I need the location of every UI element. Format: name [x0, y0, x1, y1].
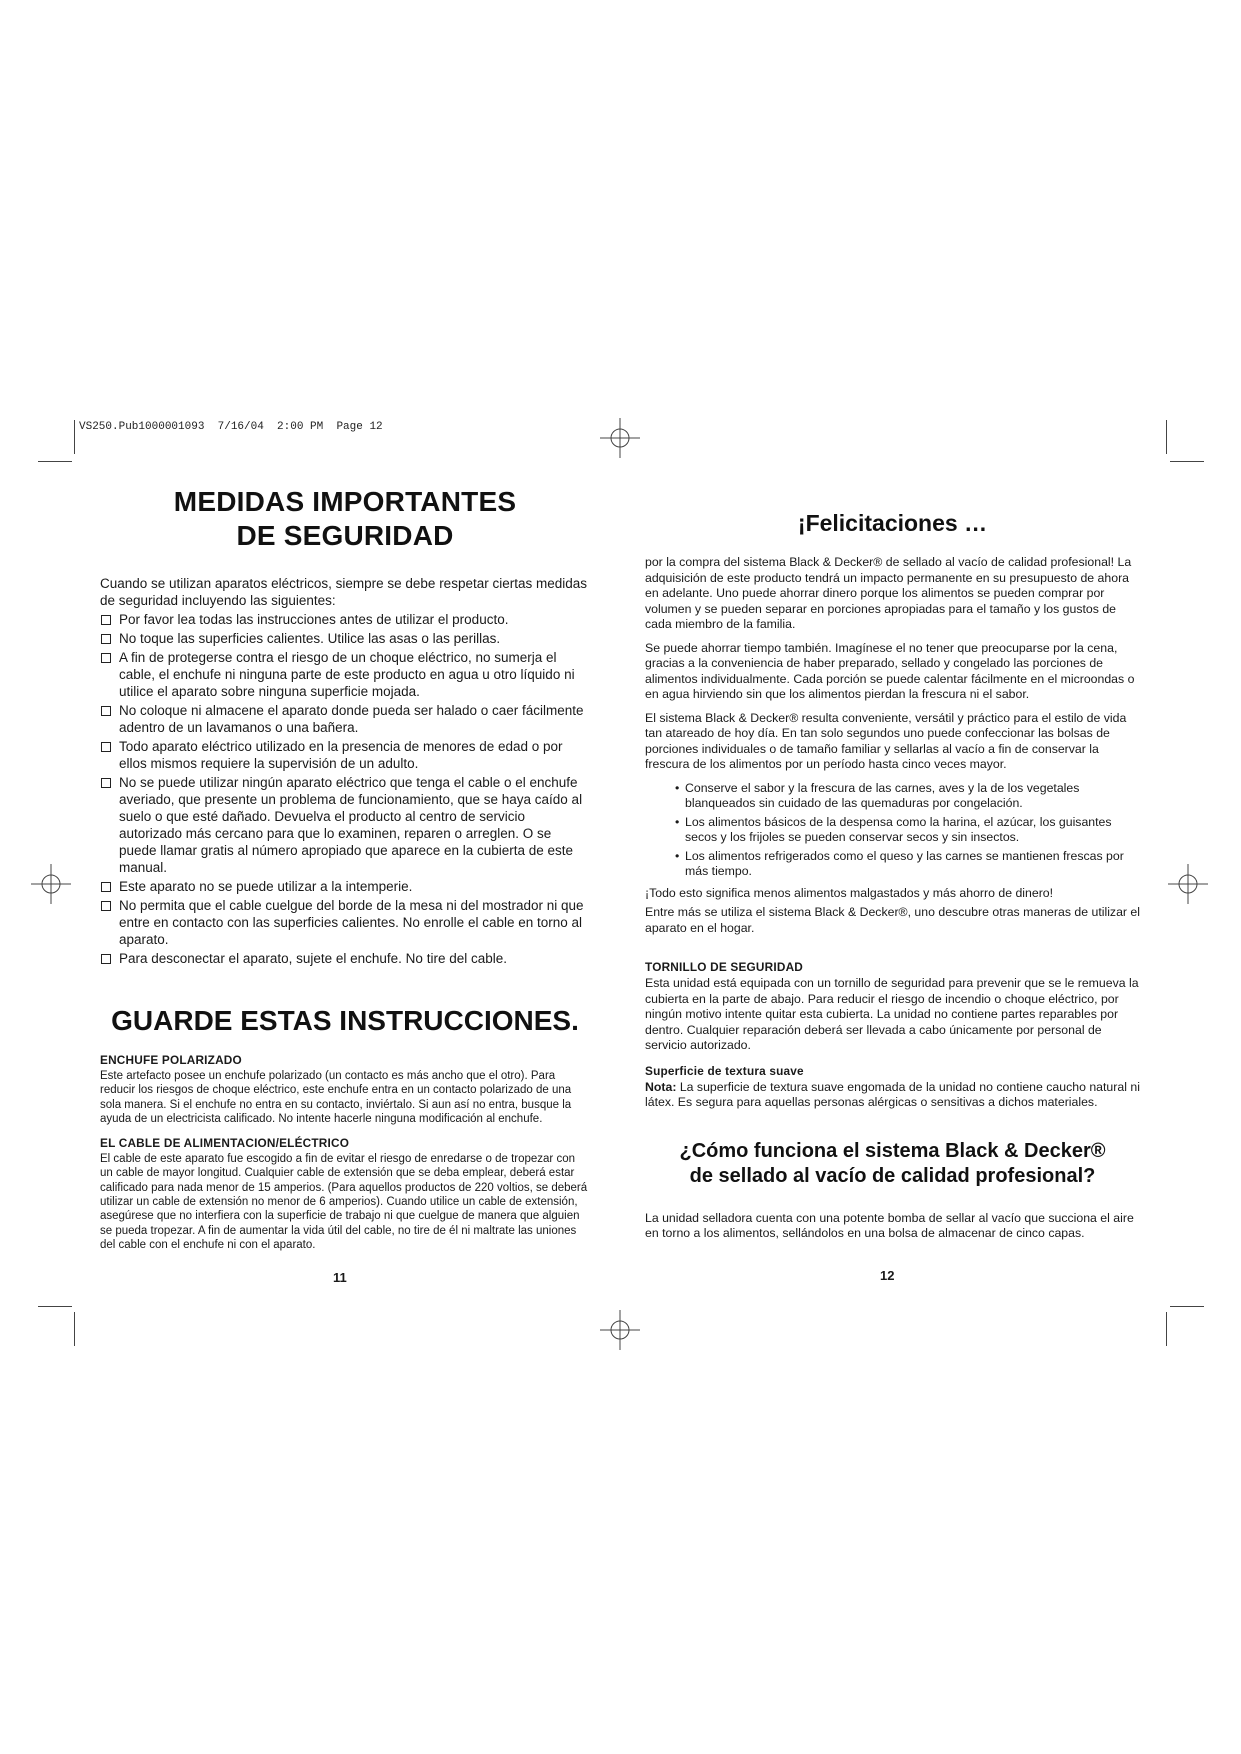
crop-mark: [38, 1306, 72, 1307]
registration-mark-icon: [600, 418, 640, 458]
checkbox-icon: [101, 706, 111, 716]
registration-mark-icon: [1168, 864, 1208, 904]
list-item: No se puede utilizar ningún aparato eléctrico que tenga el cable o el enchufe averiado, que presente un problema de funcionamiento, que se haya caído al suelo o que esté dañado. Devuelva el producto al centro de servicio autorizado más cercano para que lo examinen, reparen o arreglen. O se puede llamar gratis al número apropiado que aparece en la cubierta de este manual.: [100, 774, 590, 876]
crop-mark: [38, 461, 72, 462]
registration-mark-icon: [31, 864, 71, 904]
page-number-left: 11: [333, 1270, 347, 1285]
crop-mark: [74, 1312, 75, 1346]
checkbox-icon: [101, 901, 111, 911]
crop-mark: [1166, 420, 1167, 454]
printer-slug: VS250.Pub1000001093 7/16/04 2:00 PM Page 12: [79, 421, 383, 433]
congrats-paragraph-1: por la compra del sistema Black & Decker® de sellado al vacío de calidad profesional! La adquisición de este producto tendrá un impacto permanente en su presupuesto de ahora en adelante. Uno puede ahorrar dinero porque los alimentos se pueden comprar por volumen y se pueden separar en porciones apropiadas para el tamaño y los gustos de cada miembro de la familia.: [645, 555, 1132, 631]
list-item: Todo aparato eléctrico utilizado en la presencia de menores de edad o por ellos mismos requiere la supervisión de un adulto.: [100, 738, 590, 772]
power-cord-heading: EL CABLE DE ALIMENTACION/ELÉCTRICO: [100, 1136, 350, 1151]
list-item: No coloque ni almacene el aparato donde pueda ser halado o caer fácilmente adentro de un lavamanos o una bañera.: [100, 702, 590, 736]
benefits-list: [675, 781, 1140, 880]
list-item: No toque las superficies calientes. Utilice las asas o las perillas.: [100, 630, 590, 647]
safety-intro: Cuando se utilizan aparatos eléctricos, siempre se debe respetar ciertas medidas de seguridad incluyendo las siguientes:: [100, 576, 588, 608]
crop-mark: [74, 420, 75, 454]
safety-screw-text: Esta unidad está equipada con un tornillo de seguridad para prevenir que se le remueva la cubierta en la parte de abajo. Para reducir el riesgo de incendio o choque eléctrico, por ningún motivo intente quitar esta cubierta. La unidad no contiene partes reparables por dentro. Cualquier reparación deberá ser llevada a cabo únicamente por personal de servicio autorizado.: [645, 976, 1139, 1052]
safety-screw-section: [645, 960, 1140, 1054]
savings-line: ¡Todo esto significa menos alimentos malgastados y más ahorro de dinero!: [645, 885, 1054, 900]
list-item: Este aparato no se puede utilizar a la intemperie.: [100, 878, 590, 895]
list-item: • Los alimentos refrigerados como el queso y las carnes se mantienen frescas por más tiempo.: [675, 849, 1140, 880]
crop-mark: [1170, 1306, 1204, 1307]
congrats-paragraph-2: Se puede ahorrar tiempo también. Imagínese el no tener que preocuparse por la cena, gracias a la conveniencia de haber preparado, sellado y congelado las porciones de alimentos individualmente. Cada porción se puede calentar fácilmente en el microondas o en agua hirviendo sin que los alimentos pierdan la frescura ni el sabor.: [645, 640, 1135, 701]
left-page: [100, 485, 590, 1262]
safety-screw-heading: TORNILLO DE SEGURIDAD: [645, 960, 804, 974]
power-cord-section: [100, 1136, 590, 1252]
checkbox-icon: [101, 615, 111, 625]
page-number-right: 12: [880, 1268, 895, 1283]
safety-title: MEDIDAS IMPORTANTES DE SEGURIDAD: [173, 486, 517, 551]
list-item: Por favor lea todas las instrucciones antes de utilizar el producto.: [100, 611, 590, 628]
congratulations-title: ¡Felicitaciones …: [797, 510, 988, 536]
registration-mark-icon: [600, 1310, 640, 1350]
how-it-works-text: La unidad selladora cuenta con una potente bomba de sellar al vacío que succiona el aire en torno a los alimentos, sellándolos en una bolsa de almacenar de cinco capas.: [645, 1210, 1134, 1240]
polarized-plug-text: Este artefacto posee un enchufe polarizado (un contacto es más ancho que el otro). Para reducir los riesgos de choque eléctrico, este enchufe entra en un contacto polarizado de una sola manera. Si el enchufe no entra en su contacto, inviértalo. Si aun así no entra, busque la ayuda de un electricista calificado. No intente hacerle ninguna modificación al enchufe.: [100, 1070, 572, 1125]
crop-mark: [1166, 1312, 1167, 1346]
list-item: • Los alimentos básicos de la despensa como la harina, el azúcar, los guisantes secos y los frijoles se pueden conservar secos y sin insectos.: [675, 815, 1140, 846]
how-it-works-title: ¿Cómo funciona el sistema Black & Decker® de sellado al vacío de calidad profesional?: [679, 1139, 1106, 1187]
checkbox-icon: [101, 653, 111, 663]
checkbox-icon: [101, 634, 111, 644]
checkbox-icon: [101, 882, 111, 892]
soft-texture-note: [645, 1080, 1140, 1111]
soft-texture-heading: Superficie de textura suave: [645, 1063, 804, 1078]
power-cord-text: El cable de este aparato fue escogido a fin de evitar el riesgo de enredarse o de tropezar con un cable de mayor longitud. Cualquier cable de extensión que se deba emplear, deberá estar calificado para nada menor de 15 amperios. (Para aquellos productos de 220 voltios, se deberá utilizar un cable de extensión no menor de 6 amperios). Cuando utilice un cable de extensión, asegúrese que no interfiera con la superficie de trabajo ni que cuelgue de manera que alguien se pueda tropezar. A fin de aumentar la vida útil del cable, no tire de él ni maltrate las uniones del cable con el enchufe ni con el aparato.: [100, 1153, 588, 1251]
list-item: Para desconectar el aparato, sujete el enchufe. No tire del cable.: [100, 950, 590, 967]
note-text: La superficie de textura suave engomada de la unidad no contiene caucho natural ni látex. Es segura para aquellas personas alérgicas o sensitivas a dichos materiales.: [645, 1079, 1140, 1109]
polarized-plug-section: [100, 1053, 590, 1126]
note-label: Nota:: [645, 1079, 677, 1094]
list-item: • Conserve el sabor y la frescura de las carnes, aves y la de los vegetales blanqueados sin cuidado de las quemaduras por congelación.: [675, 781, 1140, 812]
congrats-paragraph-3: El sistema Black & Decker® resulta conveniente, versátil y práctico para el estilo de vida tan atareado de hoy día. En tan solo segundos uno puede confeccionar las bolsas de porciones individuales o de tamaño familiar y sellarlas al vacío a fin de conservar la frescura de los alimentos por un período hasta cinco veces mayor.: [645, 710, 1127, 771]
save-instructions-title: GUARDE ESTAS INSTRUCCIONES.: [111, 1005, 579, 1036]
polarized-plug-heading: ENCHUFE POLARIZADO: [100, 1053, 242, 1067]
safety-list: [100, 611, 590, 967]
list-item: No permita que el cable cuelgue del borde de la mesa ni del mostrador ni que entre en contacto con las superficies calientes. No enrolle el cable en torno al aparato.: [100, 897, 590, 948]
checkbox-icon: [101, 778, 111, 788]
list-item: A fin de protegerse contra el riesgo de un choque eléctrico, no sumerja el cable, el enchufe ni ninguna parte de este producto en agua u otro líquido ni utilice el aparato sobre ninguna superficie mojada.: [100, 649, 590, 700]
more-uses-paragraph: Entre más se utiliza el sistema Black & Decker®, uno descubre otras maneras de utilizar el aparato en el hogar.: [645, 905, 1140, 935]
checkbox-icon: [101, 954, 111, 964]
checkbox-icon: [101, 742, 111, 752]
right-page: [645, 510, 1140, 1242]
crop-mark: [1170, 461, 1204, 462]
soft-texture-section: [645, 1064, 1140, 1111]
